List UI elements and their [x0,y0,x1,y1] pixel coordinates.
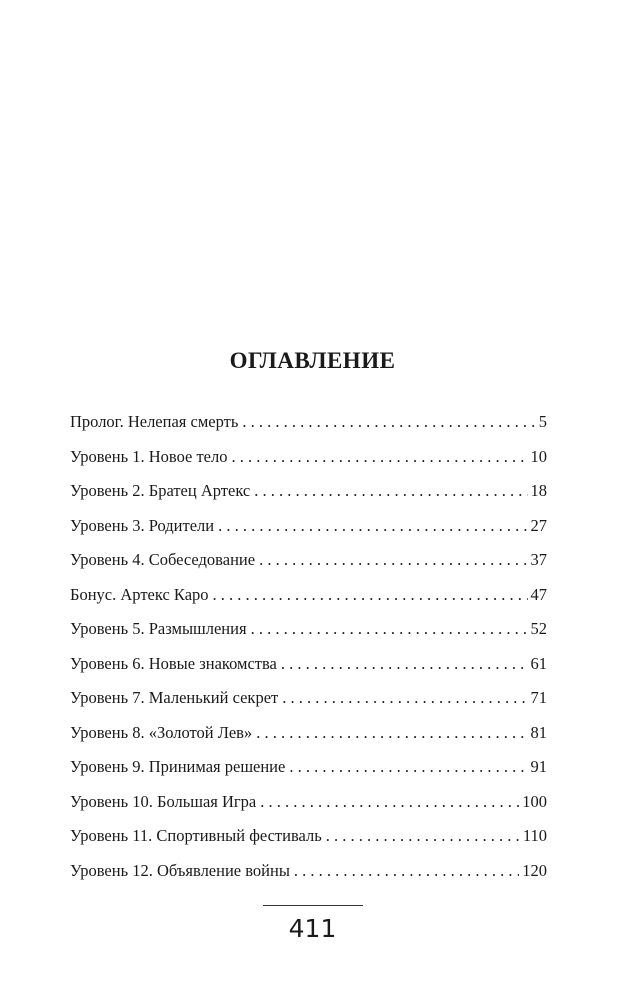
toc-entry-page: 120 [522,860,547,880]
toc-entry-title: Уровень 11. Спортивный фестиваль [70,826,322,845]
toc-entry [70,479,547,514]
toc-entry [70,755,547,790]
toc-entry [70,790,547,825]
toc-dot-leader [260,790,519,814]
toc-entry-title: Уровень 10. Большая Игра [70,791,257,811]
toc-dot-leader [289,755,527,779]
toc-dot-leader [326,824,520,848]
toc-entry [70,548,547,583]
toc-entry-page: 81 [530,722,547,742]
toc-dot-leader [256,721,527,745]
toc-entry [70,617,547,652]
toc-entry-page: 110 [522,826,547,845]
toc-entry-page: 91 [530,757,547,776]
toc-entry-title: Уровень 1. Новое тело [70,446,228,466]
toc-entry-title: Уровень 9. Принимая решение [70,757,286,776]
toc-entry-title: Уровень 8. «Золотой Лев» [70,722,253,742]
toc-entry-page: 10 [530,446,547,466]
toc-entry-title: Уровень 5. Размышления [70,619,247,638]
toc-entry-page: 47 [530,584,547,604]
toc-entry-page: 27 [530,515,547,535]
toc-entry-page: 52 [530,619,547,638]
toc-dot-leader [213,583,528,607]
toc-entry-title: Уровень 7. Маленький секрет [70,688,279,707]
toc-dot-leader [242,410,535,434]
toc-entry-title: Уровень 4. Собеседование [70,550,256,569]
toc-entry [70,859,547,894]
toc-dot-leader [259,548,527,572]
toc-entry [70,721,547,756]
toc-entry-page: 37 [530,550,547,569]
toc-entry [70,824,547,859]
toc-entry-title: Уровень 12. Объявление войны [70,860,290,880]
toc-dot-leader [251,617,528,641]
toc-dot-leader [281,652,528,676]
toc-entry [70,514,547,549]
toc-entry-page: 100 [522,791,547,811]
toc-entry [70,686,547,721]
footer-divider [263,905,363,906]
toc-entry-title: Пролог. Нелепая смерть [70,412,239,431]
toc-entry-title: Бонус. Артекс Каро [70,584,209,604]
toc-entry [70,583,547,618]
toc-dot-leader [218,514,527,538]
toc-entry-page: 18 [530,481,547,500]
toc-entry-title: Уровень 6. Новые знакомства [70,653,277,673]
toc-dot-leader [232,445,528,469]
toc-entry-page: 71 [530,688,547,707]
toc-entry-page: 5 [538,412,547,431]
toc-entry-title: Уровень 3. Родители [70,515,215,535]
toc-entry [70,410,547,445]
page-number: 411 [288,914,337,943]
toc-entry [70,652,547,687]
toc-dot-leader [294,859,519,883]
toc-dot-leader [254,479,527,503]
toc-dot-leader [282,686,527,710]
toc-entry-page: 61 [530,653,547,673]
toc-entry [70,445,547,480]
toc-list [70,410,547,893]
toc-heading: ОГЛАВЛЕНИЕ [229,348,396,373]
toc-entry-title: Уровень 2. Братец Артекс [70,481,251,500]
